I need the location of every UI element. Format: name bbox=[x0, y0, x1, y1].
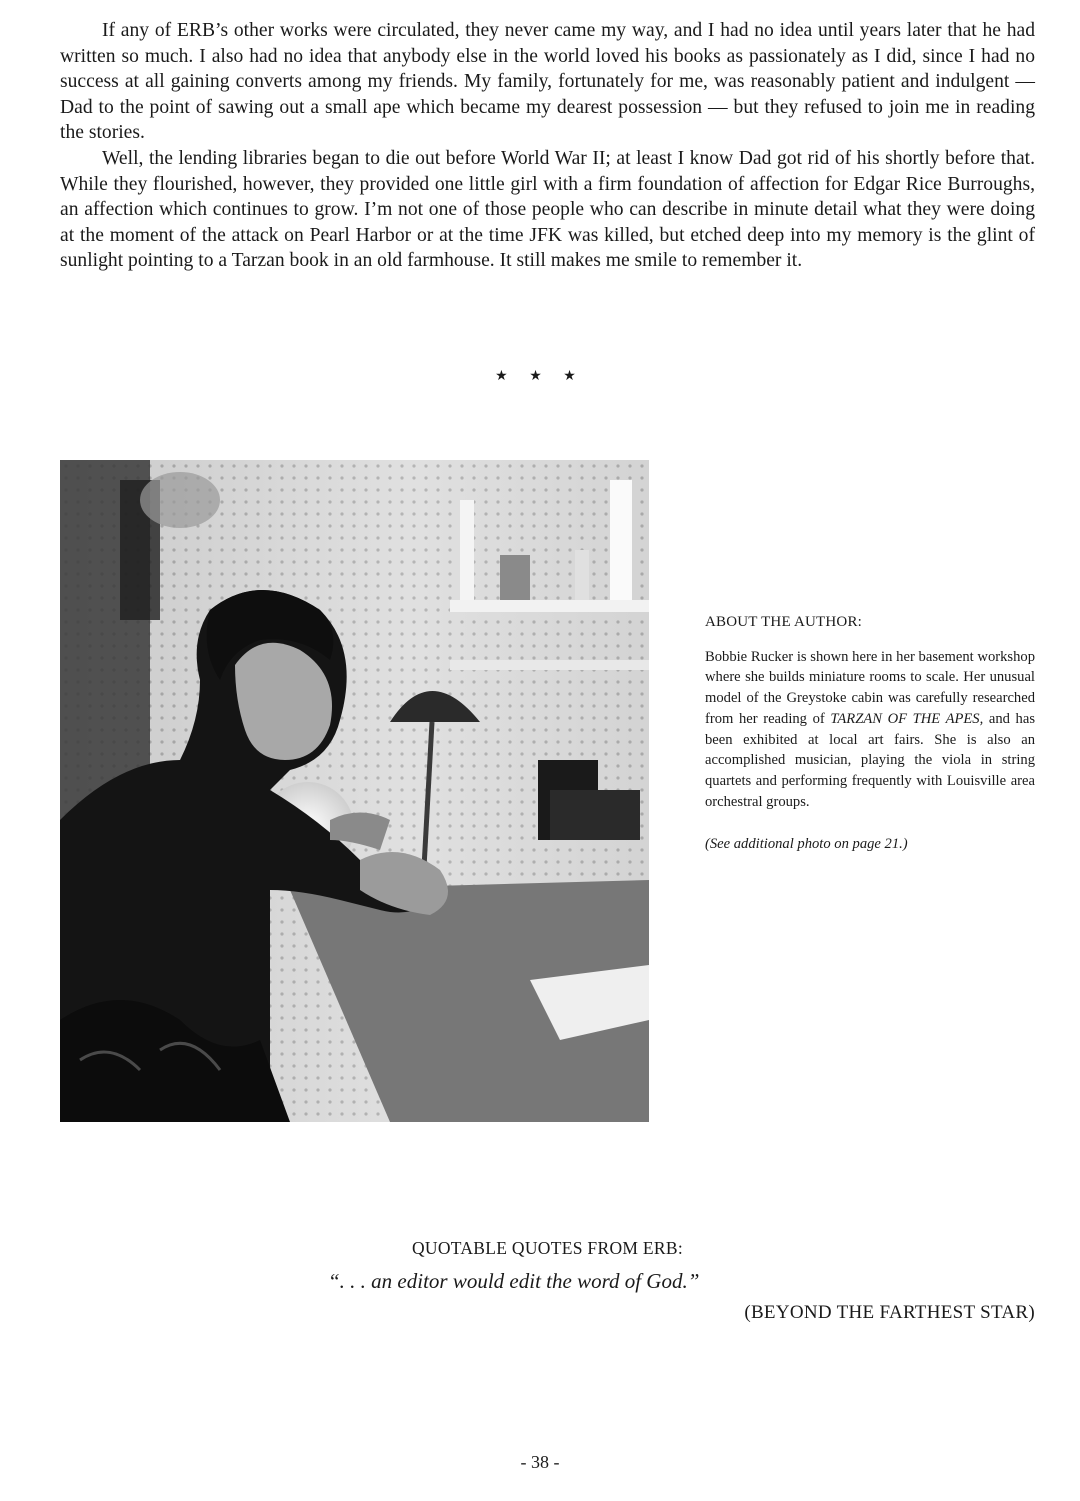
article-paragraph: If any of ERB’s other works were circulated, they never came my way, and I had no idea until years later that he had written so much. I also had no idea that anybody else in the world loved his books as passionately as I did, since I had no success at all gaining converts among my friends. My family, fortunately for me, was reasonably patient and indulgent — Dad to the point of sawing out a small ape which became my dearest possession — but they refused to join me in reading the stories. bbox=[60, 20, 1035, 144]
section-separator: ★ ★ ★ bbox=[495, 369, 585, 384]
about-heading: ABOUT THE AUTHOR: bbox=[705, 614, 863, 630]
about-body-text: and has been exhibited at local art fairs. She is also an accomplished musician, playing the viola in string quartets and performing frequently with Louisville area orchestral groups. bbox=[705, 710, 1036, 810]
book-title: TARZAN OF THE APES, bbox=[830, 710, 984, 727]
page-number: - 38 - bbox=[520, 1452, 560, 1472]
about-body-text: Bobbie Rucker is shown here in her basement workshop where she builds miniature rooms to scale. Her unusual model of the Greystoke cabin was carefully researched from her reading of bbox=[705, 648, 1035, 727]
quotable-quotes bbox=[60, 1238, 1035, 1324]
quote-source: (BEYOND THE FARTHEST STAR) bbox=[744, 1302, 1035, 1323]
article-paragraph: Well, the lending libraries began to die out before World War II; at least I know Dad got rid of his shortly before that. While they flourished, however, they provided one little girl with a firm foundation of affection for Edgar Rice Burroughs, an affection which continues to grow. I’m not one of those people who can describe in minute detail what they were doing at the moment of the attack on Pearl Harbor or at the time JFK was killed, but etched deep into my memory is the glint of sunlight pointing to a Tarzan book in an old farmhouse. It still makes me smile to remember it. bbox=[60, 147, 1035, 272]
photo-reference-note: (See additional photo on page 21.) bbox=[705, 836, 908, 853]
about-body bbox=[705, 647, 1035, 813]
author-photo bbox=[60, 460, 649, 1122]
quotes-heading: QUOTABLE QUOTES FROM ERB: bbox=[411, 1238, 684, 1258]
quote-text: “. . . an editor would edit the word of God.” bbox=[328, 1269, 700, 1293]
about-the-author bbox=[705, 612, 1035, 855]
article-body bbox=[60, 18, 1035, 274]
